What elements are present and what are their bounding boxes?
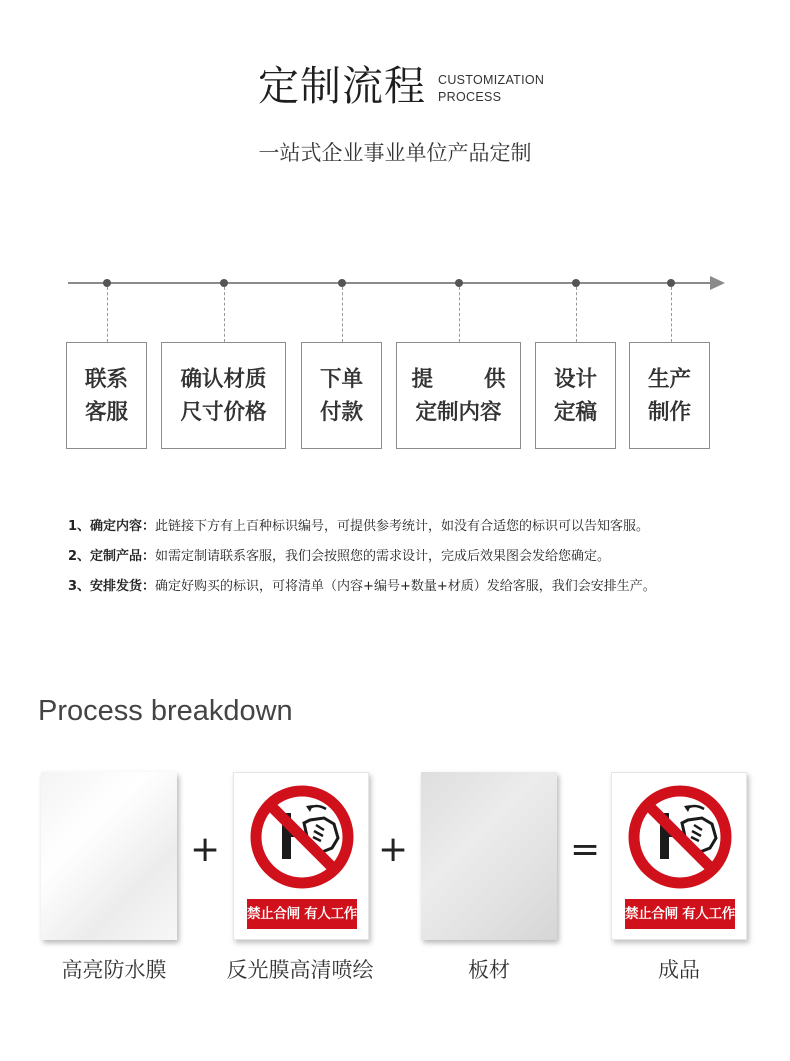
timeline-connector xyxy=(576,287,577,342)
step-label: 设计 xyxy=(553,366,597,392)
step-label: 确认材质 xyxy=(180,366,267,392)
plus-icon: + xyxy=(190,829,221,870)
plus-icon: + xyxy=(378,829,409,870)
step-label: 定制内容 xyxy=(415,399,502,425)
step-label: 生产 xyxy=(647,366,691,392)
glossy-film-image xyxy=(41,772,177,940)
timeline-dot xyxy=(455,279,463,287)
timeline-arrow-icon xyxy=(710,276,725,290)
step-production xyxy=(629,342,710,449)
timeline-dot xyxy=(220,279,228,287)
step-contact-service xyxy=(66,342,147,449)
breakdown-title: Process breakdown xyxy=(38,695,293,727)
timeline-line xyxy=(68,282,714,284)
timeline-dot xyxy=(103,279,111,287)
timeline-connector xyxy=(224,287,225,342)
caption-finished-product: 成品 xyxy=(658,958,700,982)
page-title: 定制流程 xyxy=(258,62,426,110)
note-label: 2、定制产品： xyxy=(68,549,156,564)
step-label: 尺寸价格 xyxy=(180,399,267,425)
title-en-line1: CUSTOMIZATION xyxy=(438,73,545,87)
step-label: 定稿 xyxy=(553,399,597,425)
timeline-connector xyxy=(459,287,460,342)
step-label: 制作 xyxy=(647,399,691,425)
page-title-english xyxy=(438,72,544,106)
step-provide-content xyxy=(396,342,521,449)
no-switching-icon xyxy=(244,779,360,895)
timeline-connector xyxy=(342,287,343,342)
timeline-connector xyxy=(671,287,672,342)
sign-warning-text: 禁止合闸 有人工作 xyxy=(247,899,357,929)
note-item xyxy=(68,512,748,542)
step-label: 下单 xyxy=(319,366,363,392)
notes-list xyxy=(68,512,748,602)
note-item xyxy=(68,542,748,572)
sign-warning-text: 禁止合闸 有人工作 xyxy=(625,899,735,929)
no-switching-icon xyxy=(622,779,738,895)
caption-glossy-film: 高亮防水膜 xyxy=(61,958,167,982)
reflective-print-image xyxy=(233,772,369,940)
note-text: 此链接下方有上百种标识编号，可提供参考统计，如没有合适您的标识可以告知客服。 xyxy=(155,519,650,534)
step-label: 付款 xyxy=(319,399,363,425)
equals-icon: = xyxy=(570,829,601,870)
page-subtitle: 一站式企业事业单位产品定制 xyxy=(258,141,532,165)
step-label xyxy=(412,363,506,396)
step-order-payment xyxy=(301,342,382,449)
step-label: 客服 xyxy=(84,399,128,425)
finished-product-image xyxy=(611,772,747,940)
step-confirm-material xyxy=(161,342,286,449)
note-label: 3、安排发货： xyxy=(68,579,156,594)
page-header xyxy=(0,62,790,110)
timeline-dot xyxy=(338,279,346,287)
step-design-finalize xyxy=(535,342,616,449)
timeline-connector xyxy=(107,287,108,342)
note-item xyxy=(68,572,748,602)
note-label: 1、确定内容： xyxy=(68,519,156,534)
timeline-dot xyxy=(572,279,580,287)
timeline-dot xyxy=(667,279,675,287)
step-label: 联系 xyxy=(84,366,128,392)
step-label-part: 供 xyxy=(483,366,506,392)
note-text: 如需定制请联系客服，我们会按照您的需求设计，完成后效果图会发给您确定。 xyxy=(155,549,611,564)
caption-board: 板材 xyxy=(468,958,510,982)
note-text: 确定好购买的标识，可将清单（内容+编号+数量+材质）发给客服，我们会安排生产。 xyxy=(155,579,656,594)
caption-reflective-print: 反光膜高清喷绘 xyxy=(226,958,374,982)
title-en-line2: PROCESS xyxy=(438,90,502,104)
board-image xyxy=(421,772,557,940)
step-label-part: 提 xyxy=(411,366,434,392)
